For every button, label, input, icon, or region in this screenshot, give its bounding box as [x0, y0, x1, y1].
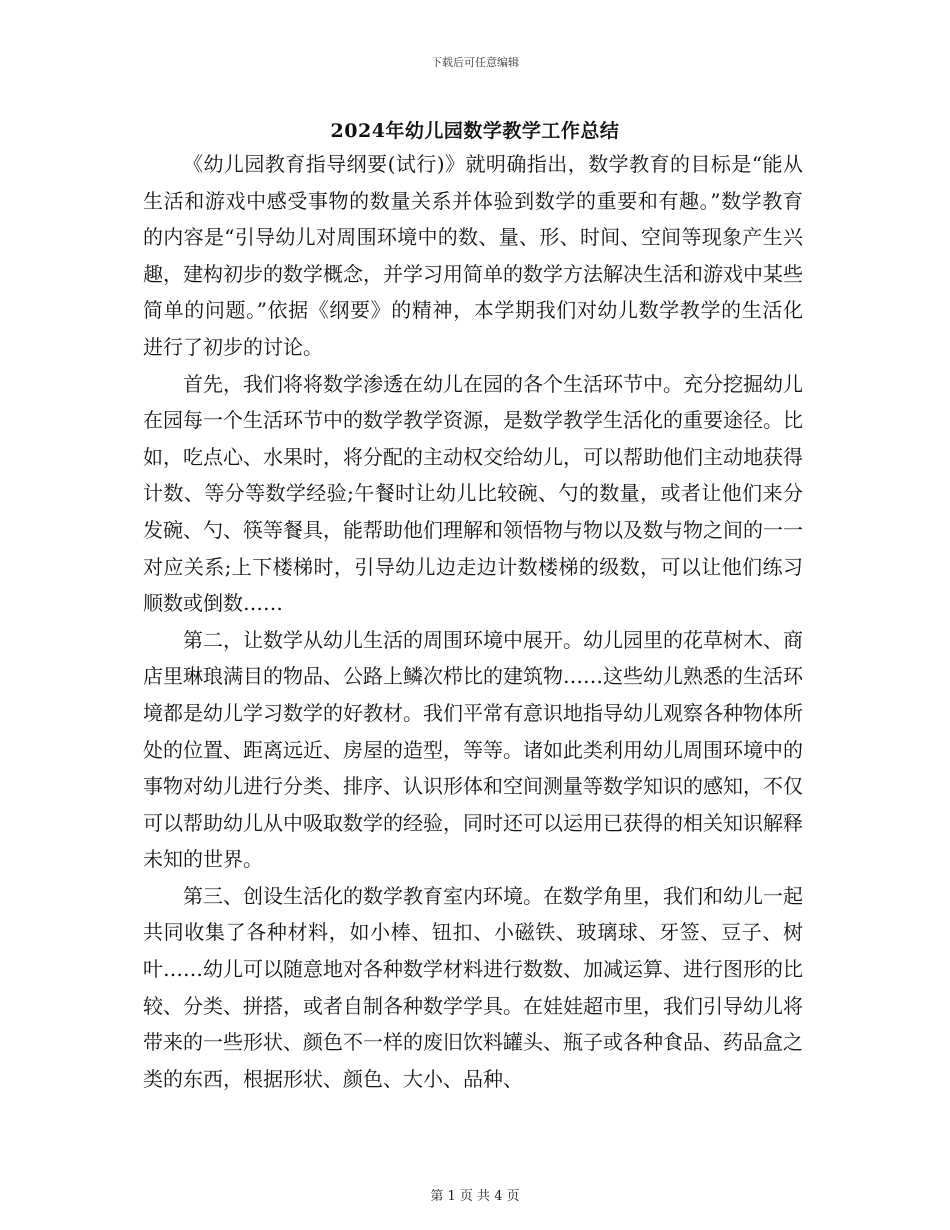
paragraph-1: 《幼儿园教育指导纲要(试行)》就明确指出，数学教育的目标是“能从生活和游戏中感受事物的数量关系并体验到数学的重要和有趣。”数学教育的内容是“引导幼儿对周围环境中的数、量、形、时间、空间等现象产生兴趣，建构初步的数学概念，并学习用简单的数学方法解决生活和游戏中某些简单的问题。”依据《纲要》的精神，本学期我们对幼儿数学教学的生活化进行了初步的讨论。 — [143, 152, 803, 359]
document-title: 2024年幼儿园数学教学工作总结 — [330, 120, 620, 142]
paragraph-4: 第三、创设生活化的数学教育室内环境。在数学角里，我们和幼儿一起共同收集了各种材料，如小棒、钮扣、小磁铁、玻璃球、牙签、豆子、树叶……幼儿可以随意地对各种数学材料进行数数、加减运算、进行图形的比较、分类、拼搭，或者自制各种数学学具。在娃娃超市里，我们引导幼儿将带来的一些形状、颜色不一样的废旧饮料罐头、瓶子或各种食品、药品盒之类的东西，根据形状、颜色、大小、品种、 — [143, 883, 803, 1091]
paragraph-2: 首先，我们将将数学渗透在幼儿在园的各个生活环节中。充分挖掘幼儿在园每一个生活环节中的数学教学资源，是数学教学生活化的重要途径。比如，吃点心、水果时，将分配的主动权交给幼儿，可以帮助他们主动地获得计数、等分等数学经验;午餐时让幼儿比较碗、勺的数量，或者让他们来分发碗、勺、筷等餐具，能帮助他们理解和领悟物与物以及数与物之间的一一对应关系;上下楼梯时，引导幼儿边走边计数楼梯的级数，可以让他们练习顺数或倒数…… — [143, 371, 803, 616]
paragraph-3: 第二，让数学从幼儿生活的周围环境中展开。幼儿园里的花草树木、商店里琳琅满目的物品、公路上鳞次栉比的建筑物……这些幼儿熟悉的生活环境都是幼儿学习数学的好教材。我们平常有意识地指导幼儿观察各种物体所处的位置、距离远近、房屋的造型，等等。诸如此类利用幼儿周围环境中的事物对幼儿进行分类、排序、认识形体和空间测量等数学知识的感知，不仅可以帮助幼儿从中吸取数学的经验，同时还可以运用已获得的相关知识解释未知的世界。 — [143, 627, 803, 872]
page-number: 第 1 页 共 4 页 — [430, 1189, 520, 1204]
document-body — [143, 146, 803, 1097]
header-note: 下载后可任意编辑 — [431, 56, 519, 69]
